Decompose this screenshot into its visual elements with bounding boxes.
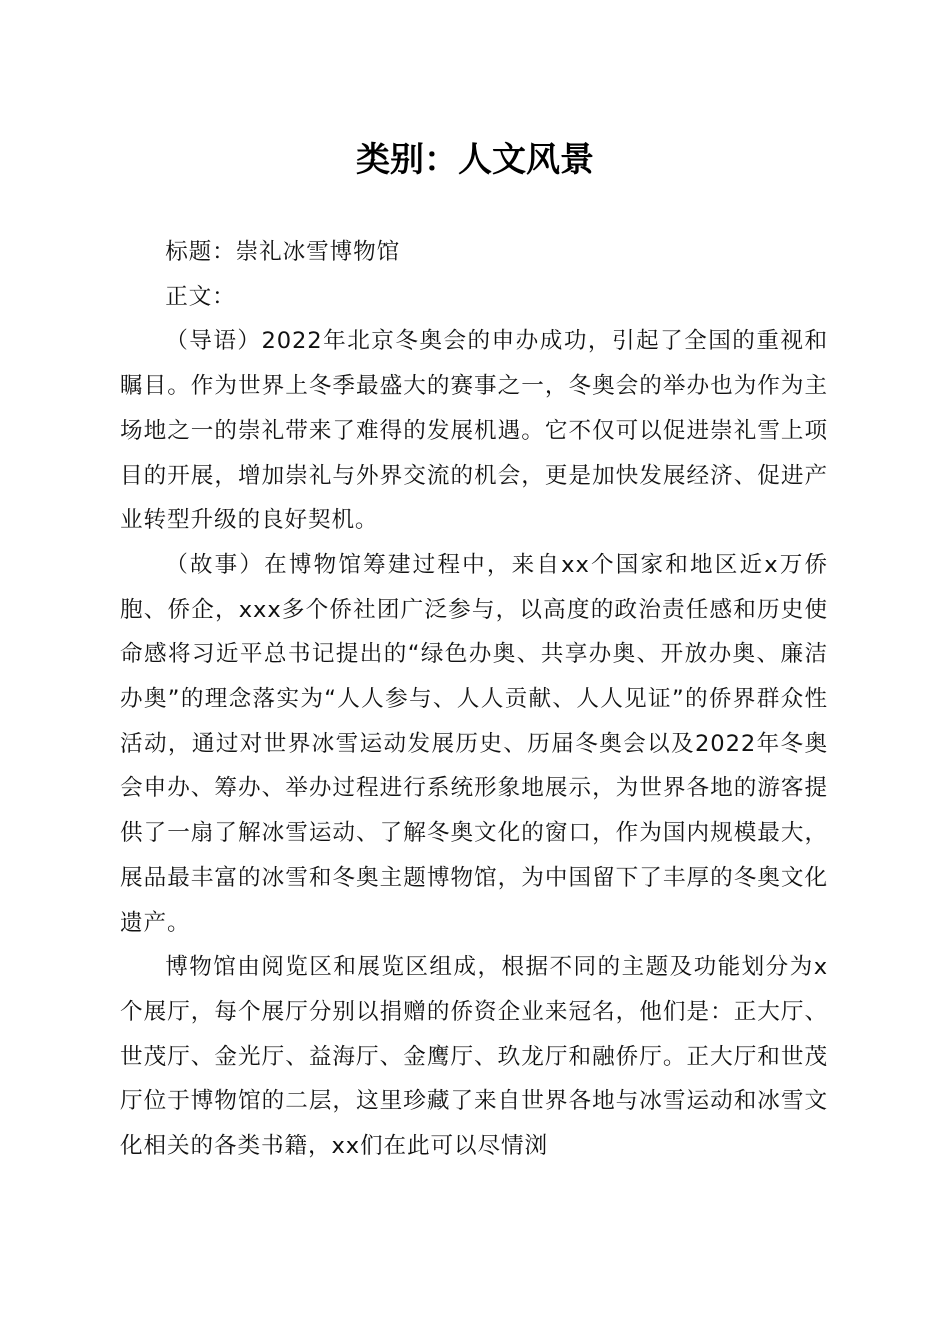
paragraph-museum: 博物馆由阅览区和展览区组成，根据不同的主题及功能划分为x个展厅，每个展厅分别以捐赠的侨资企业来冠名，他们是：正大厅、世茂厅、金光厅、益海厅、金鹰厅、玖龙厅和融侨厅。正大厅和世茂厅位于博物馆的二层，这里珍藏了来自世界各地与冰雪运动和冰雪文化相关的各类书籍，xx们在此可以尽情浏 — [120, 954, 828, 1160]
paragraph-story: （故事）在博物馆筹建过程中，来自xx个国家和地区近x万侨胞、侨企，xxx多个侨社团广泛参与，以高度的政治责任感和历史使命感将习近平总书记提出的“绿色办奥、共享办奥、开放办奥、廉洁办奥”的理念落实为“人人参与、人人贡献、人人见证”的侨界群众性活动，通过对世界冰雪运动发展历史、历届冬奥会以及2022年冬奥会申办、筹办、举办过程进行系统形象地展示，为世界各地的游客提供了一扇了解冰雪运动、了解冬奥文化的窗口，作为国内规模最大，展品最丰富的冰雪和冬奥主题博物馆，为中国留下了丰厚的冬奥文化遗产。 — [120, 551, 828, 936]
heading-line: 标题：崇礼冰雪博物馆 — [165, 239, 401, 265]
body-label: 正文： — [165, 283, 236, 310]
paragraph-intro: （导语）2022年北京冬奥会的申办成功，引起了全国的重视和瞩目。作为世界上冬季最盛大的赛事之一，冬奥会的举办也为作为主场地之一的崇礼带来了难得的发展机遇。它不仅可以促进崇礼雪上项目的开展，增加崇礼与外界交流的机会，更是加快发展经济、促进产业转型升级的良好契机。 — [120, 328, 828, 534]
document-title: 类别：人文风景 — [356, 140, 594, 180]
document-body — [120, 230, 828, 1169]
